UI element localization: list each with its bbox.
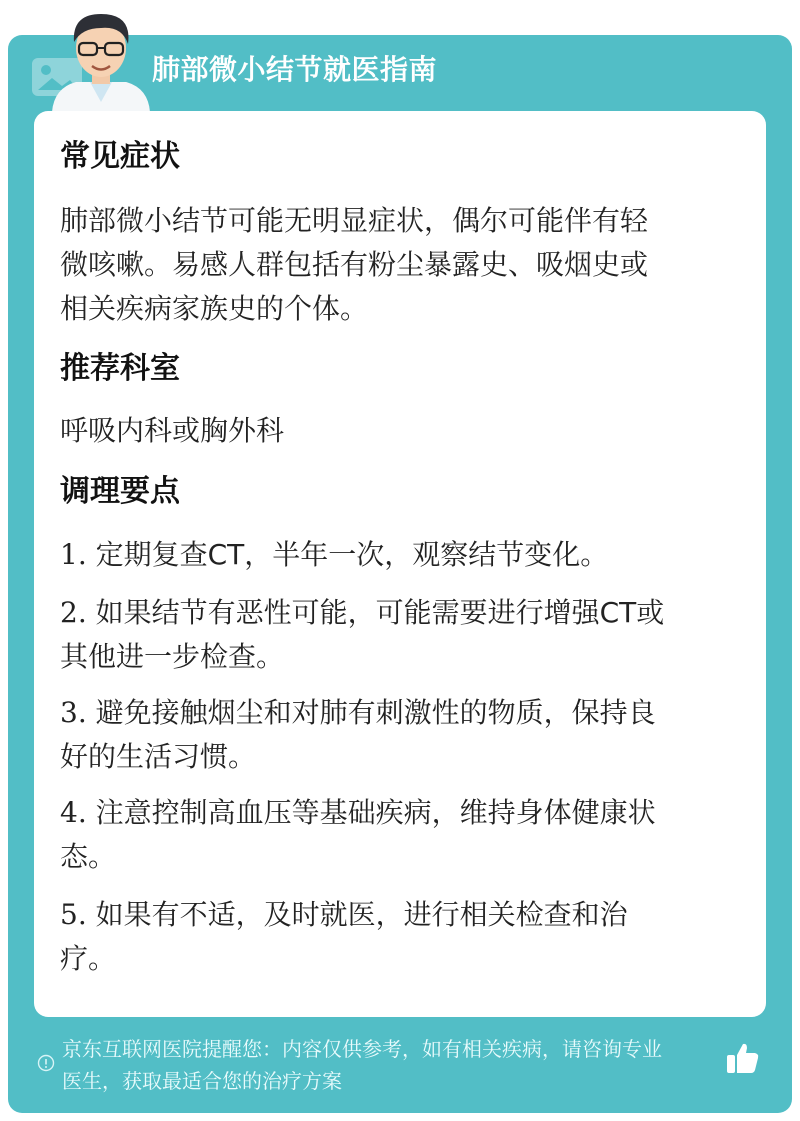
page-title: 肺部微小结节就医指南 [152,53,438,86]
symptoms-line-3: 相关疾病家族史的个体。 [60,292,369,325]
care-item-text: 定期复查CT，半年一次，观察结节变化。 [95,538,609,571]
care-item-1 [60,533,740,577]
care-item-4 [60,791,740,879]
care-item-number: 3. [60,696,87,729]
care-item-number: 5. [60,898,87,931]
doctor-avatar [46,6,156,112]
care-item-number: 4. [60,796,87,829]
care-item-number: 2. [60,596,87,629]
disclaimer [62,1033,730,1097]
care-title: 调理要点 [60,474,180,509]
department-text: 呼吸内科或胸外科 [60,414,285,447]
care-item-2 [60,591,740,679]
info-icon [37,1054,55,1072]
disclaimer-line-1: 京东互联网医院提醒您：内容仅供参考，如有相关疾病，请咨询专业 [62,1037,662,1061]
care-item-text-cont: 态。 [60,840,117,873]
thumbs-up-icon[interactable] [724,1040,760,1076]
care-item-3 [60,691,740,779]
symptoms-title: 常见症状 [60,139,180,174]
care-item-number: 1. [60,538,87,571]
disclaimer-line-2: 医生，获取最适合您的治疗方案 [62,1069,342,1093]
care-item-text-cont: 疗。 [60,942,117,975]
care-item-text: 如果结节有恶性可能，可能需要进行增强CT或 [95,596,665,629]
care-item-text-cont: 其他进一步检查。 [60,640,285,673]
content-card [34,111,766,1017]
care-item-text-cont: 好的生活习惯。 [60,740,257,773]
care-item-text: 注意控制高血压等基础疾病，维持身体健康状 [95,796,656,829]
symptoms-line-1: 肺部微小结节可能无明显症状，偶尔可能伴有轻 [60,204,649,237]
care-item-5 [60,893,740,981]
care-item-text: 如果有不适，及时就医，进行相关检查和治 [95,898,628,931]
department-title: 推荐科室 [60,351,180,386]
care-item-text: 避免接触烟尘和对肺有刺激性的物质，保持良 [95,696,656,729]
symptoms-line-2: 微咳嗽。易感人群包括有粉尘暴露史、吸烟史或 [60,248,649,281]
